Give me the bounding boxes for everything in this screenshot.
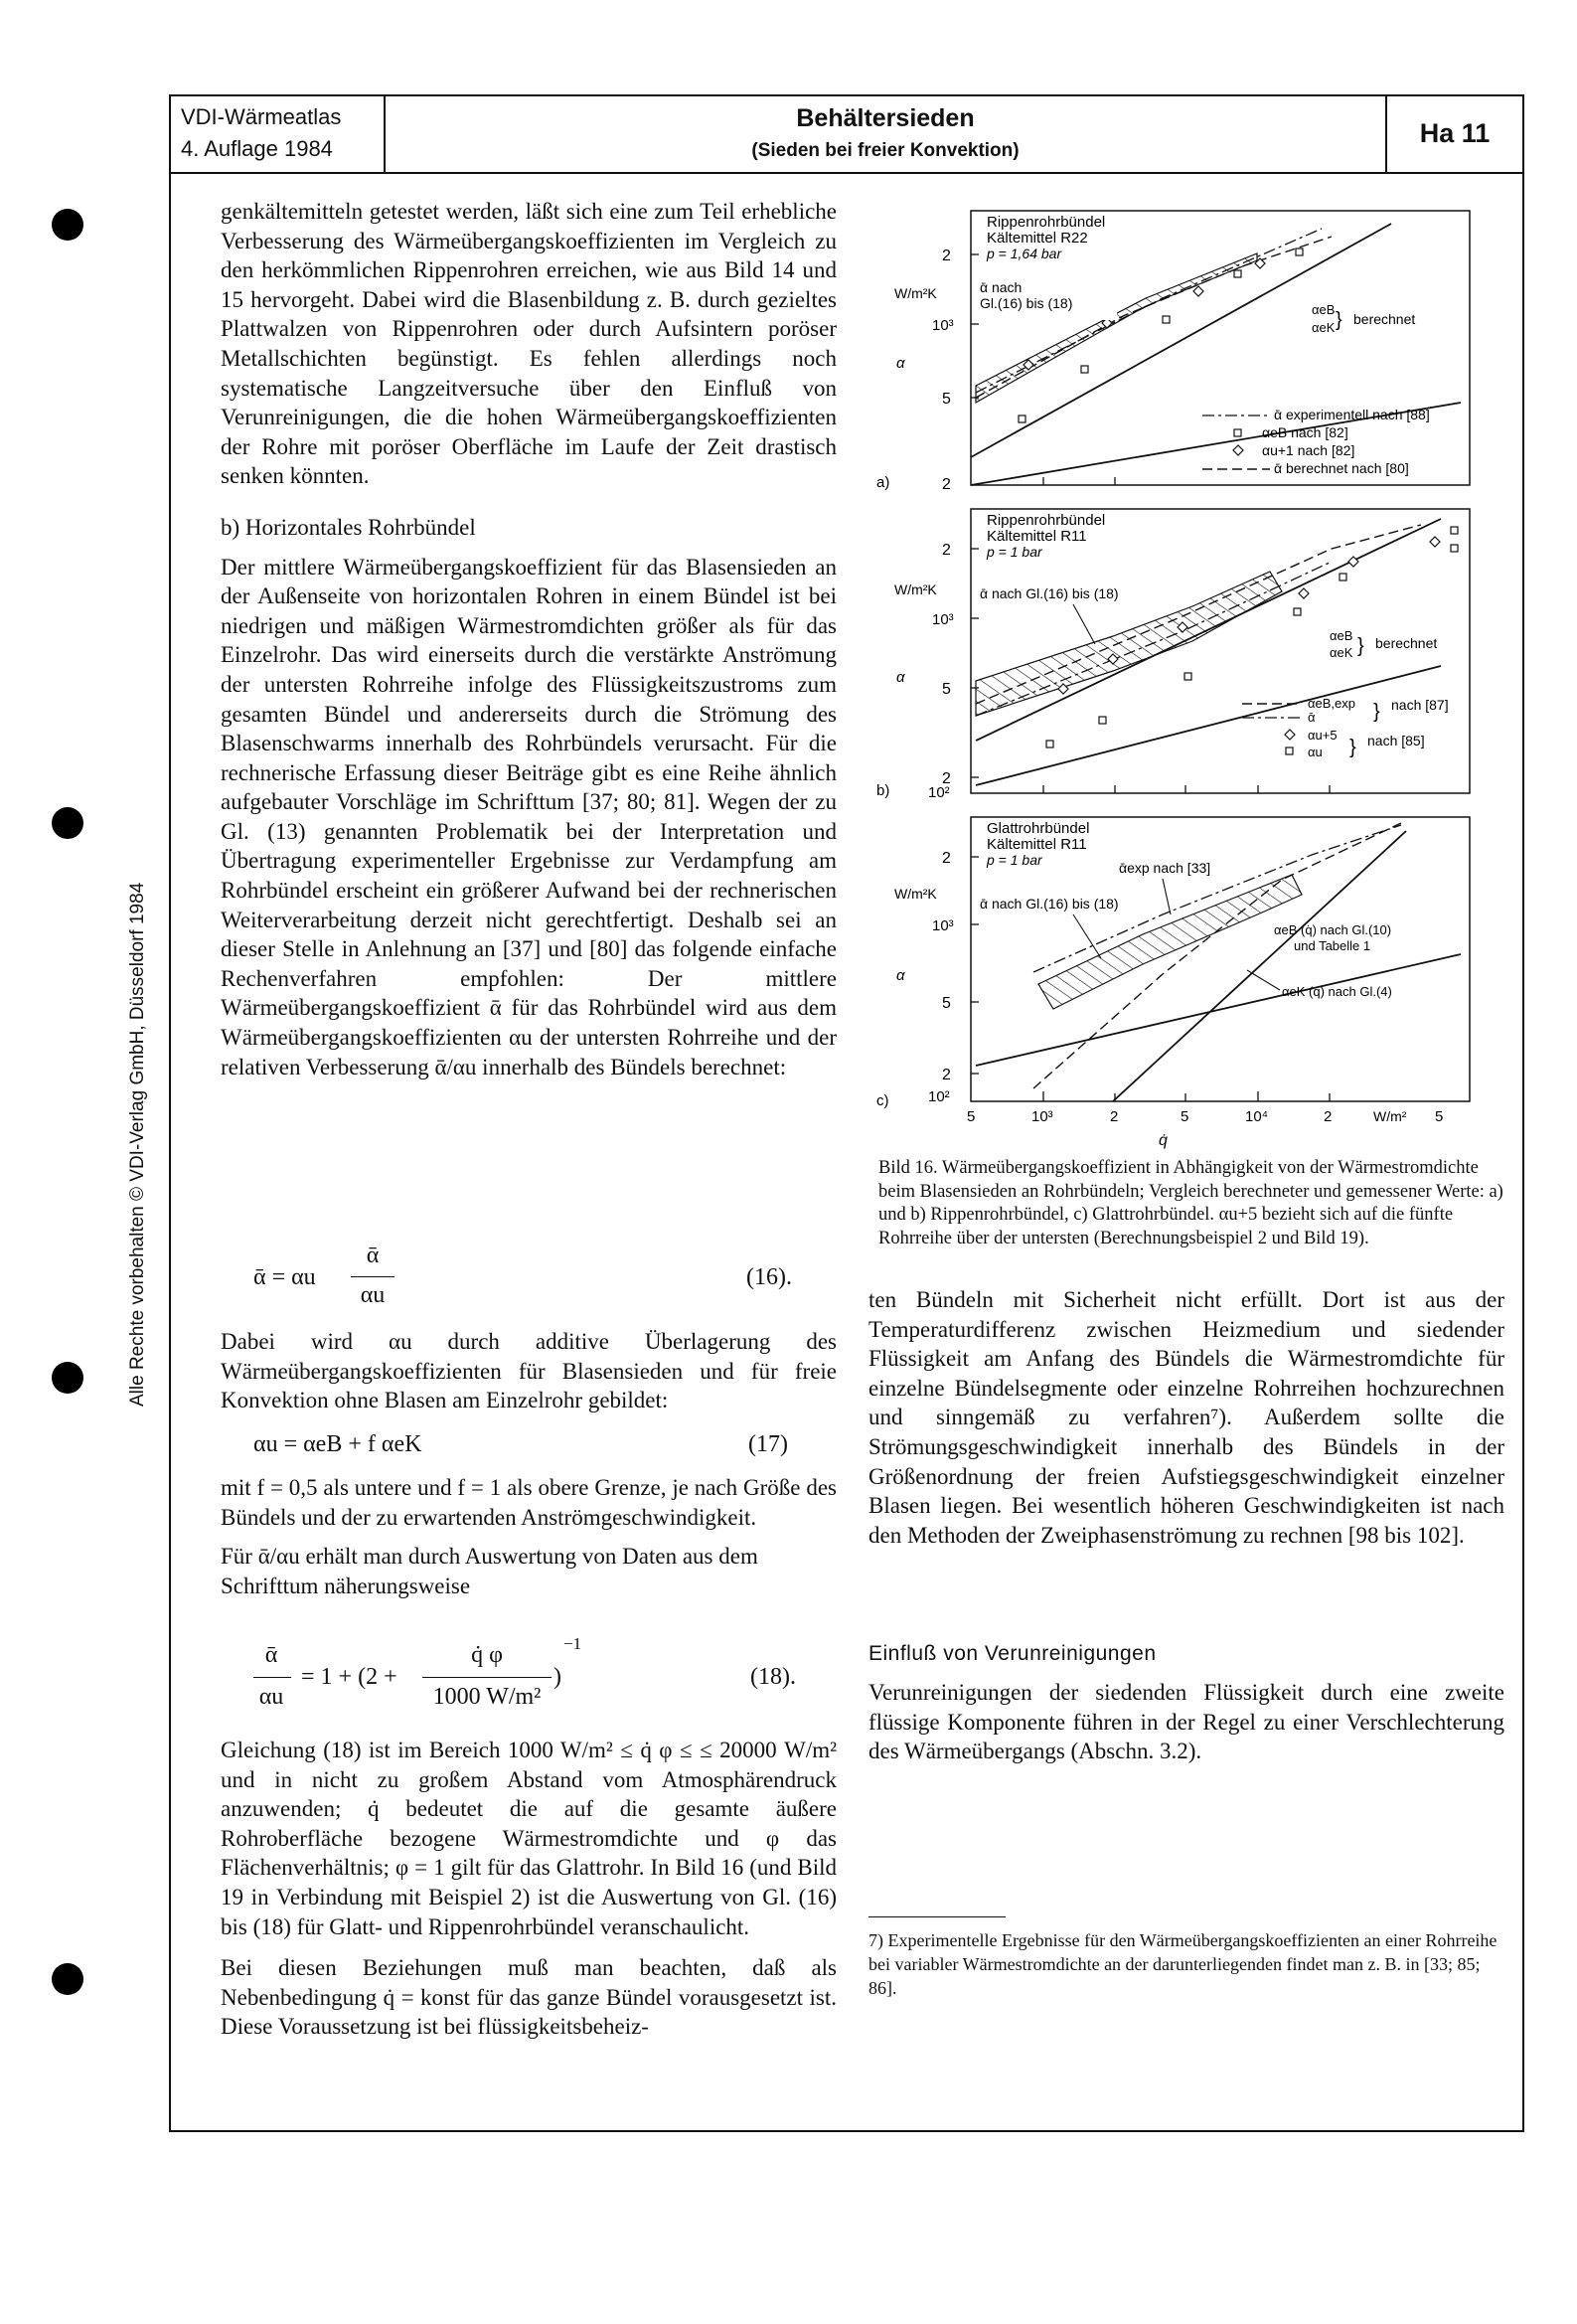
panel-a-ylabel: α	[896, 355, 905, 372]
panel-a-alpha-band	[976, 253, 1257, 403]
paragraph: Dabei wird αu durch additive Überlagerung des Wärmeübergangskoeffizienten für Blasensieden und für freie Konvektion ohne Blasen am Einzelrohr gebildet:	[221, 1329, 837, 1413]
copyright-note: Alle Rechte vorbehalten © VDI-Verlag GmbH, Düsseldorf 1984	[127, 882, 148, 1407]
panel-a-brace: }	[1336, 309, 1342, 331]
chart-panel-c	[876, 817, 1470, 1149]
marker-diamond	[1193, 286, 1203, 296]
page-subtitle: (Sieden bei freier Konvektion)	[751, 140, 1020, 161]
eq18-exponent: −1	[563, 1634, 582, 1653]
panel-b-title2: Kältemittel R11	[987, 528, 1087, 545]
panel-b-label-alpha: ᾱ nach Gl.(16) bis (18)	[980, 585, 1119, 601]
eq16-lhs: ᾱ = αu	[253, 1264, 316, 1290]
section-heading-b: b) Horizontales Rohrbündel	[221, 514, 476, 540]
paragraph: Der mittlere Wärmeübergangskoeffizient für das Blasensieden an der Außenseite von horizontalen Rohren in einem Bündel ist bei niedrigen und mäßigen Wärmestromdichten größer als für das Einzelrohr. Das wird einerseits durch die verstärkte Anströmung der untersten Rohrreihe infolge des Flüssigkeitszustroms zum gesamten Bündel und andererseits durch die Strömung des Blasenschwarms innerhalb des Rohrbündels verursacht. Für die rechnerische Erfassung dieser Beiträge gibt es eine Reihe ähnlich aufgebauter Vorschläge im Schrifttum [37; 80; 81]. Wegen der zu Gl. (13) genannten Problematik bei der Interpretation und Übertragung experimenteller Ergebnisse zur Verdampfung am Rohrbündel erscheint ein größerer Aufwand bei der rechnerischen Weiterverarbeitung derzeit nicht gerechtfertigt. Deshalb sei an dieser Stelle in Anlehnung an [37] und [80] das folgende einfache Rechenverfahren empfohlen: Der mittlere Wärmeübergangskoeffizient ᾱ für das Rohrbündel wird aus dem Wärmeübergangskoeffizienten αu der untersten Rohrreihe und der relativen Verbesserung ᾱ/αu innerhalb des Bündels berechnet:	[221, 554, 837, 1079]
panel-c-label-aeB2: und Tabelle 1	[1294, 938, 1371, 953]
page-code: Ha 11	[1419, 118, 1491, 148]
paragraph: genkältemitteln getestet werden, läßt sich eine zum Teil erhebliche Verbesserung des Wärmeübergangskoeffizienten im Vergleich zu den herkömmlichen Rippenrohren erreichen, wie aus Bild 14 und 15 hervorgeht. Dabei wird die Blasenbildung z. B. durch gezieltes Plattwalzen von Rippenrohren oder durch Aufsintern poröser Metallschichten begünstigt. Es fehlen allerdings noch systematische Langzeitversuche über den Einfluß von Verunreinigungen, die die hohen Wärmeübergangskoeffizienten der Rohre mit poröser Oberfläche im Laufe der Zeit drastisch senken könnten.	[221, 199, 837, 489]
left-column	[221, 197, 837, 1081]
panel-c-title1: Glattrohrbündel	[987, 820, 1090, 837]
marker-square	[1234, 270, 1241, 277]
panel-c-label-aeK: αeK (q̇) nach Gl.(4)	[1282, 984, 1392, 999]
header-edition-box	[169, 94, 386, 174]
panel-c-xtick: 2	[1324, 1108, 1333, 1125]
header-edition: 4. Auflage 1984	[181, 136, 333, 161]
right-column	[868, 1285, 1504, 1550]
panel-b-ytick-2-top: 2	[942, 542, 951, 559]
panel-a-ytick-2-top: 2	[942, 248, 951, 264]
panel-c-frame	[971, 817, 1470, 1101]
chart-panel-a	[876, 211, 1470, 493]
panel-a-legend3: αu+1 nach [82]	[1262, 442, 1355, 458]
panel-c-xlabel: q̇	[1159, 1132, 1168, 1149]
panel-a-yunit: W/m²K	[894, 285, 937, 301]
panel-c-ylabel: α	[896, 967, 905, 984]
footnote-rule	[868, 1916, 1006, 1917]
panel-c-ytick-100: 10²	[928, 1088, 950, 1105]
panel-c-label: c)	[876, 1092, 889, 1109]
panel-b-frame	[971, 509, 1470, 793]
panel-a-legend1: ᾱ experimentell nach [88]	[1274, 407, 1430, 422]
panel-a-label-alpha1: ᾱ nach	[980, 279, 1023, 295]
panel-b-label-aeK: αeK	[1330, 645, 1353, 660]
panel-c-xtick: 10³	[1031, 1108, 1053, 1125]
footnote: 7) Experimentelle Ergebnisse für den Wärmeübergangskoeffizienten an einer Rohrreihe bei variabler Wärmestromdichte an der darunterliegenden findet man z. B. in [33; 85; 86].	[868, 1930, 1498, 1998]
header-title-box	[384, 94, 1387, 174]
panel-b-legend1: αeB,exp	[1308, 696, 1355, 711]
eq18-inner-bar	[422, 1677, 552, 1678]
eq18-inner-numerator: q̇ φ	[471, 1642, 503, 1668]
equation-18	[253, 1634, 820, 1720]
panel-a-label-alpha2: Gl.(16) bis (18)	[980, 295, 1073, 311]
panel-b-legend-brace2: }	[1349, 737, 1356, 758]
marker-square	[1019, 415, 1025, 422]
eq18-close: )	[553, 1664, 561, 1690]
eq16-fraction-bar	[351, 1276, 394, 1277]
panel-b-brace: }	[1357, 635, 1364, 657]
panel-b-label-aeB: αeB	[1330, 628, 1353, 643]
paragraph: Verunreinigungen der siedenden Flüssigkeit durch eine zweite flüssige Komponente führen in der Regel zu einer Verschlechterung des Wärmeübergangs (Abschn. 3.2).	[868, 1680, 1504, 1764]
panel-c-label-alpha: ᾱ nach Gl.(16) bis (18)	[980, 896, 1119, 912]
panel-a-ytick-2-bottom: 2	[942, 476, 951, 493]
panel-a-ytick-1000: 10³	[932, 317, 954, 334]
panel-c-yunit: W/m²K	[894, 886, 937, 902]
paragraph: Für ᾱ/αu erhält man durch Auswertung von Daten aus dem Schrifttum näherungsweise	[221, 1544, 758, 1598]
page-title: Behältersieden	[796, 104, 975, 132]
panel-a-legend4: ᾱ berechnet nach [80]	[1274, 460, 1409, 476]
panel-c-ytick-1000: 10³	[932, 917, 954, 934]
panel-c-ytick-2: 2	[942, 1067, 951, 1083]
figure-caption: Bild 16. Wärmeübergangskoeffizient in Abhängigkeit von der Wärmestromdichte beim Blasensieden an Rohrbündeln; Vergleich berechneter und gemessener Werte: a) und b) Rippenrohrbündel, c) Glattrohrbündel. αu+5 bezieht sich auf die fünfte Rohrreihe über der untersten (Berechnungsbeispiel 2 und Bild 19).	[878, 1158, 1503, 1248]
eq18-denominator: αu	[258, 1684, 284, 1710]
punch-hole-3	[52, 1362, 83, 1394]
panel-c-title2: Kältemittel R11	[987, 836, 1087, 853]
panel-b-title1: Rippenrohrbündel	[987, 512, 1106, 529]
paragraph: Gleichung (18) ist im Bereich 1000 W/m² ≤ q̇ φ ≤ ≤ 20000 W/m² und in nicht zu großem Abstand vom Atmosphärendruck anzuwenden; q̇ bedeutet die auf die gesamte äußere Rohroberfläche bezogene Wärmestromdichte und φ das Flächenverhältnis; φ = 1 gilt für das Glattrohr. In Bild 16 (und Bild 19 in Verbindung mit Beispiel 2) ist die Auswertung von Gl. (16) bis (18) für Glatt- und Rippenrohrbündel veranschaulicht.	[221, 1738, 837, 1939]
marker-square	[1163, 316, 1170, 323]
panel-c-ytick-2-top: 2	[942, 850, 951, 867]
eq17-number: (17)	[748, 1431, 788, 1457]
right-column-2	[868, 1678, 1504, 1766]
eq16-numerator: ᾱ	[366, 1243, 380, 1268]
header-code-box	[1385, 94, 1524, 174]
panel-b-legend-ref1: nach [87]	[1391, 697, 1449, 713]
panel-a-label: a)	[876, 474, 890, 491]
panel-b-ytick-2: 2	[942, 770, 951, 787]
figure-16	[865, 199, 1510, 1252]
paragraph: Bei diesen Beziehungen muß man beachten, daß als Nebenbedingung q̇ = konst für das ganze Bündel vorausgesetzt ist. Diese Voraussetzung ist bei flüssigkeitsbeheiz-	[221, 1955, 837, 2040]
equation-17	[253, 1431, 810, 1465]
panel-b-ylabel: α	[896, 669, 905, 686]
panel-b-title3: p = 1 bar	[987, 544, 1042, 560]
panel-c-xtick: 5	[1181, 1108, 1189, 1125]
left-column-3	[221, 1473, 837, 1600]
marker-square	[1296, 249, 1303, 255]
marker-square	[1081, 366, 1088, 373]
panel-c-xtick: 5	[1435, 1108, 1444, 1125]
equation-16	[253, 1243, 810, 1314]
panel-b-label: b)	[876, 782, 890, 799]
eq18-fraction-bar	[253, 1677, 291, 1678]
panel-c-xtick: 5	[967, 1108, 976, 1125]
paragraph: ten Bündeln mit Sicherheit nicht erfüllt. Dort ist aus der Temperaturdifferenz zwischen Heizmedium und siedender Flüssigkeit am Anfang des Bündels die Wärmestromdichte für einzelne Bündelsegmente oder einzelne Rohrreihen hochzurechnen und sinngemäß zu verfahren⁷). Außerdem sollte die Strömungsgeschwindigkeit innerhalb des Bündels in der Größenordnung der freien Aufstiegsgeschwindigkeit einzelner Blasen liegen. Bei wesentlich höheren Geschwindigkeiten ist nach den Methoden der Zweiphasenströmung zu rechnen [98 bis 102].	[868, 1287, 1504, 1548]
panel-b-legend4: αu	[1308, 745, 1323, 759]
panel-a-title3: p = 1,64 bar	[987, 246, 1062, 261]
panel-b-legend3: αu+5	[1308, 728, 1338, 743]
panel-b-aeB-line	[976, 519, 1441, 741]
panel-b-ytick-1000: 10³	[932, 611, 954, 628]
eq17-body: αu = αeB + f αeK	[253, 1431, 422, 1457]
header-atlas: VDI-Wärmeatlas	[181, 104, 342, 129]
panel-c-dashed-line	[1033, 823, 1401, 1088]
eq18-middle: = 1 + (2 +	[301, 1664, 397, 1690]
panel-a-label-aeK: αeK	[1312, 320, 1336, 335]
panel-b-yunit: W/m²K	[894, 581, 937, 597]
panel-c-title3: p = 1 bar	[987, 852, 1042, 868]
panel-a-label-berechnet: berechnet	[1353, 311, 1416, 327]
eq18-number: (18).	[750, 1664, 796, 1690]
eq18-inner-denominator: 1000 W/m²	[432, 1684, 542, 1710]
panel-b-ytick-100: 10²	[928, 784, 950, 801]
punch-hole-1	[52, 209, 83, 241]
panel-c-xtick: 2	[1110, 1108, 1119, 1125]
panel-c-label-aeB1: αeB (q̇) nach Gl.(10)	[1274, 922, 1392, 937]
panel-a-ytick-5: 5	[942, 391, 951, 408]
panel-c-ytick-5: 5	[942, 995, 951, 1012]
punch-hole-2	[52, 807, 83, 839]
left-column-4	[221, 1736, 837, 2042]
panel-b-legend2: ᾱ	[1308, 710, 1316, 725]
eq18-numerator: ᾱ	[264, 1642, 278, 1668]
panel-b-legend-ref2: nach [85]	[1367, 733, 1425, 748]
punch-hole-4	[52, 1963, 83, 1995]
panel-b-ytick-5: 5	[942, 681, 951, 698]
paragraph: mit f = 0,5 als untere und f = 1 als obere Grenze, je nach Größe des Bündels und der zu erwartenden Anströmgeschwindigkeit.	[221, 1475, 837, 1530]
panel-a-title2: Kältemittel R22	[987, 230, 1088, 247]
panel-b-label-berechnet: berechnet	[1375, 635, 1438, 651]
panel-a-title1: Rippenrohrbündel	[987, 214, 1106, 231]
left-column-2	[221, 1327, 837, 1415]
eq16-number: (16).	[746, 1264, 792, 1290]
panel-c-xtick: 10⁴	[1245, 1108, 1269, 1125]
section-heading-impurities: Einfluß von Verunreinigungen	[868, 1642, 1157, 1665]
eq16-denominator: αu	[360, 1282, 386, 1308]
panel-a-label-aeB: αeB	[1312, 302, 1336, 317]
panel-b-legend-brace1: }	[1373, 701, 1380, 723]
chart-panel-b	[876, 509, 1470, 801]
panel-c-aeK-line	[976, 954, 1461, 1066]
panel-c-xunit: W/m²	[1373, 1108, 1407, 1124]
panel-a-legend2: αeB nach [82]	[1262, 424, 1348, 440]
panel-c-label-exp: ᾱexp nach [33]	[1119, 860, 1211, 876]
